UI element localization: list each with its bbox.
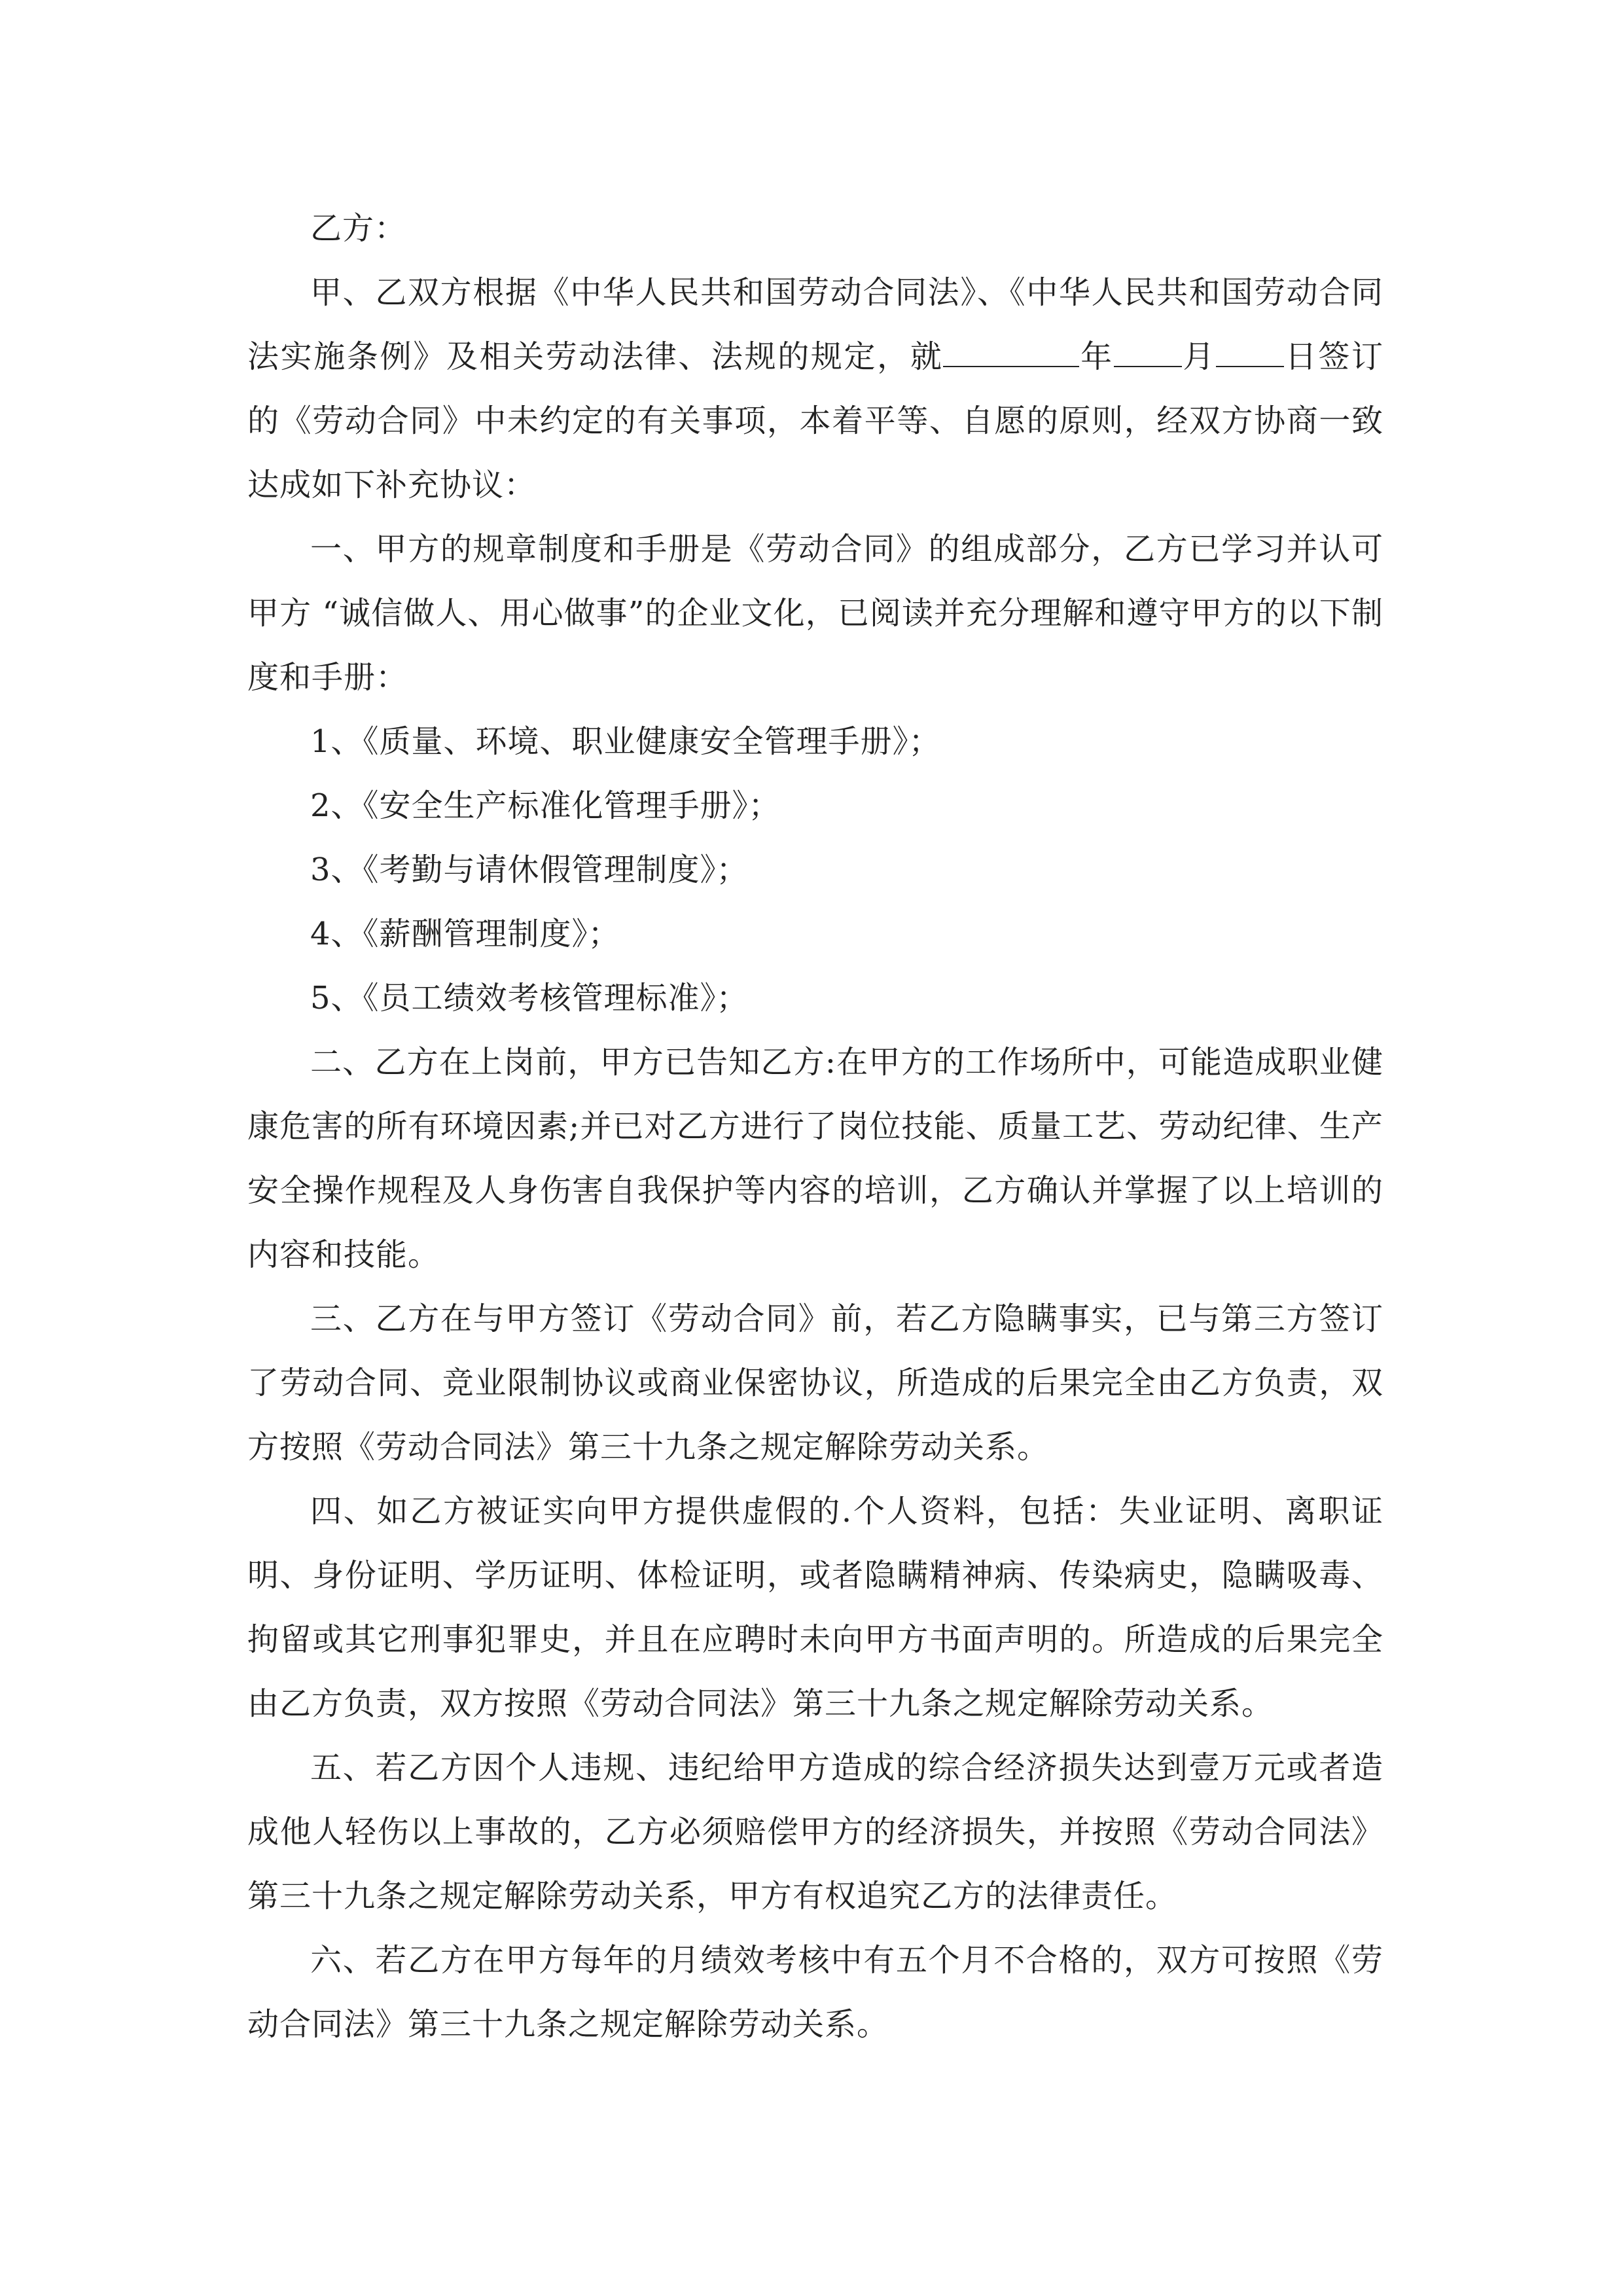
list-item: 4、《薪酬管理制度》； [310, 916, 620, 952]
addressee-line: 乙方： [310, 210, 407, 247]
clause-2: 二、乙方在上岗前，甲方已告知乙方:在甲方的工作场所中，可能造成职业健康危害的所有环境因素;并已对乙方进行了岗位技能、质量工艺、劳动纪律、生产安全操作规程及人身伤害自我保护等内容的培训，乙方确认并掌握了以上培训的内容和技能。 [247, 1044, 1383, 1273]
document-body [247, 196, 1383, 2056]
clause-5: 五、若乙方因个人违规、违纪给甲方造成的综合经济损失达到壹万元或者造成他人轻伤以上事故的，乙方必须赔偿甲方的经济损失，并按照《劳动合同法》第三十九条之规定解除劳动关系，甲方有权追究乙方的法律责任。 [247, 1749, 1383, 1914]
list-item: 2、《安全生产标准化管理手册》； [310, 787, 781, 824]
month-label: 月 [1181, 338, 1217, 375]
clause-6: 六、若乙方在甲方每年的月绩效考核中有五个月不合格的，双方可按照《劳动合同法》第三十九条之规定解除劳动关系。 [247, 1942, 1383, 2043]
intro-paragraph [247, 260, 1383, 517]
intro-text-part2: 日签订的《劳动合同》中未约定的有关事项，本着平等、自愿的原则，经双方协商一致达成如下补充协议： [247, 338, 1383, 503]
intro-text-part1: 甲、乙双方根据《中华人民共和国劳动合同法》、《中华人民共和国劳动合同法实施条例》及相关劳动法律、法规的规定，就 [247, 274, 1383, 375]
month-blank [1114, 334, 1182, 367]
list-item: 5、《员工绩效考核管理标准》； [310, 980, 749, 1016]
year-label: 年 [1079, 338, 1114, 375]
clause-4: 四、如乙方被证实向甲方提供虚假的.个人资料，包括：失业证明、离职证明、身份证明、学历证明、体检证明，或者隐瞒精神病、传染病史，隐瞒吸毒、拘留或其它刑事犯罪史，并且在应聘时未向甲方书面声明的。所造成的后果完全由乙方负责，双方按照《劳动合同法》第三十九条之规定解除劳动关系。 [247, 1493, 1383, 1722]
year-blank [943, 334, 1079, 367]
list-item: 3、《考勤与请休假管理制度》； [310, 852, 749, 888]
list-item: 1、《质量、环境、职业健康安全管理手册》； [310, 723, 941, 760]
clause-3: 三、乙方在与甲方签订《劳动合同》前，若乙方隐瞒事实，已与第三方签订了劳动合同、竞业限制协议或商业保密协议，所造成的后果完全由乙方负责，双方按照《劳动合同法》第三十九条之规定解除劳动关系。 [247, 1300, 1383, 1465]
day-blank [1216, 334, 1284, 367]
clause-1: 一、甲方的规章制度和手册是《劳动合同》的组成部分，乙方已学习并认可甲方 “诚信做人、用心做事”的企业文化，已阅读并充分理解和遵守甲方的以下制度和手册： [247, 531, 1383, 696]
